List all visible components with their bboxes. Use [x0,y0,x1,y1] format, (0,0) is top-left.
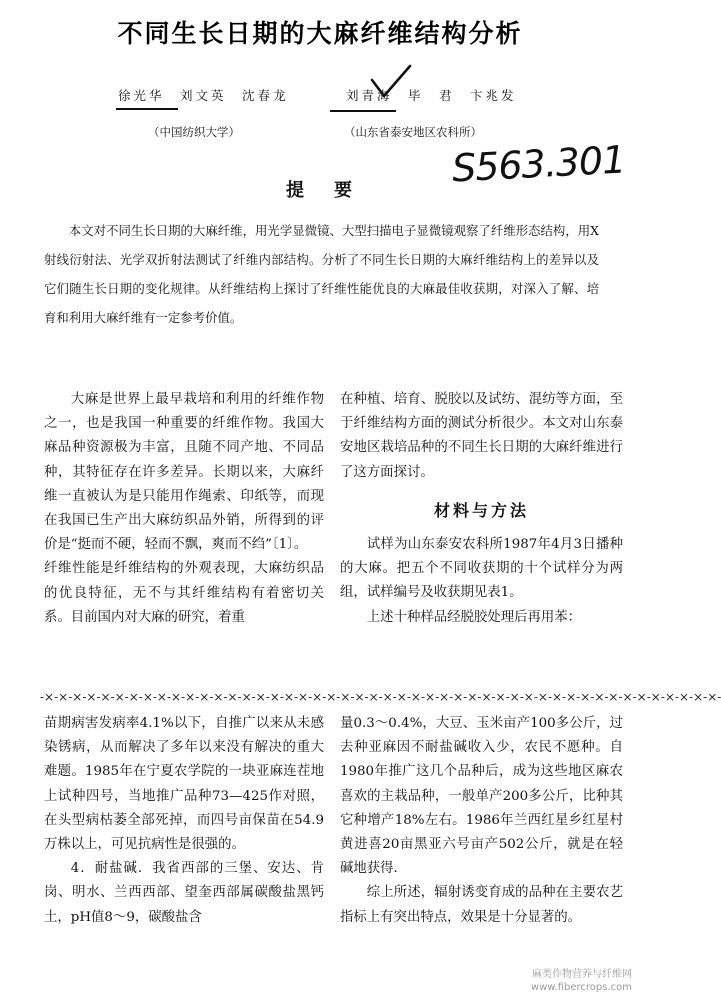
handwritten-catalog-number: S563.301 [450,137,627,191]
handwritten-check-mark [368,62,414,102]
author-underline-mark [330,110,396,112]
paragraph: 大麻是世界上最早栽培和利用的纤维作物之一，也是我国一种重要的纤维作物。我国大麻品种资源极为丰富，且随不同产地、不同品种，其特征存在许多差异。长期以来，大麻纤维一直被认为是只能用作绳索、印纸等，而现在我国已生产出大麻纺织品外销，所得到的评价是“挺而不硬，轻而不飘，爽而不绉”〔1〕。 [44,392,324,553]
paragraph: 在种植、培育、脱胶以及试纺、混纺等方面，至于纤维结构方面的测试分析很少。本文对山东泰安地区栽培品种的不同生长日期的大麻纤维进行了这方面探讨。 [340,392,623,480]
paragraph: 纤维性能是纤维结构的外观表现，大麻纺织品的优良特征，无不与其纤维结构有着密切关系。目前国内对大麻的研究，着重 [44,561,324,625]
authors-group-1: 徐光华 刘文英 沈春龙 [118,88,289,103]
affiliation-left: （中国纺织大学） [148,125,240,139]
paragraph: 上述十种样品经脱胶处理后再用苯： [366,609,582,625]
abstract-heading: 提 要 [286,180,358,201]
paragraph: 试样为山东泰安农科所1987年4月3日播种的大麻。把五个不同收获期的十个试样分为两组，试样编号及收获期见表1。 [340,537,623,601]
site-watermark [531,968,632,994]
upper-left-column [44,388,324,630]
article-divider: -×-×-×-×-×-×-×-×-×-×-×-×-×-×-×-×-×-×-×-×-×-×-×-×-×-×-×-×-×-×-×-×-×-×-×-×-×-×-×-×-×-×-×-×-×-×-×-×- [40,690,721,704]
upper-right-column [340,388,623,630]
section-heading: 材料与方法 [433,500,529,520]
paragraph: 4．耐盐碱．我省西部的三堡、安达、肯岗、明水、兰西西部、望奎西部属碳酸盐黑钙土，pH值8～9，碳酸盐含 [44,861,324,925]
authors-group-2: 刘青海 毕 君 卞兆发 [346,88,517,103]
paragraph: 量0.3～0.4%，大豆、玉米亩产100多公斤，过去种亚麻因不耐盐碱收入少，农民不愿种。自1980年推广这几个品种后，成为这些地区麻农喜欢的主栽品种，一般单产200多公斤，比种其它种增产18%左右。1986年兰西红星乡红星村黄进喜20亩黑亚六号亩产502公斤，就是在轻碱地获得． [340,716,623,877]
lower-left-column [44,712,324,930]
paragraph: 苗期病害发病率4.1%以下，自推广以来从未感染锈病，从而解决了多年以来没有解决的重大难题。1985年在宁夏农学院的一块亚麻连茬地上试种四号，当地推广品种73—425作对照，在头型病枯萎全部死掉，而四号亩保苗在54.9万株以上，可见抗病性是很强的。 [44,716,324,853]
watermark-line: www.fibercrops.com [530,982,632,993]
abstract-body: 本文对不同生长日期的大麻纤维，用光学显微镜、大型扫描电子显微镜观察了纤维形态结构，用X射线衍射法、光学双折射法测试了纤维内部结构。分析了不同生长日期的大麻纤维结构上的差异以及它们随生长日期的变化规律。从纤维结构上探讨了纤维性能优良的大麻最佳收获期，对深入了解、培育和利用大麻纤维有一定参考价值。 [44,223,599,325]
watermark-line: 麻类作物营养与纤维网 [532,969,632,980]
lower-right-column [340,712,623,930]
affiliation-right: （山东省泰安地区农科所） [344,125,482,139]
author-underline-mark [116,108,178,110]
paragraph: 综上所述，辐射诱变育成的品种在主要农艺指标上有突出特点，效果是十分显著的。 [340,885,623,925]
paper-title: 不同生长日期的大麻纤维结构分析 [117,19,523,48]
